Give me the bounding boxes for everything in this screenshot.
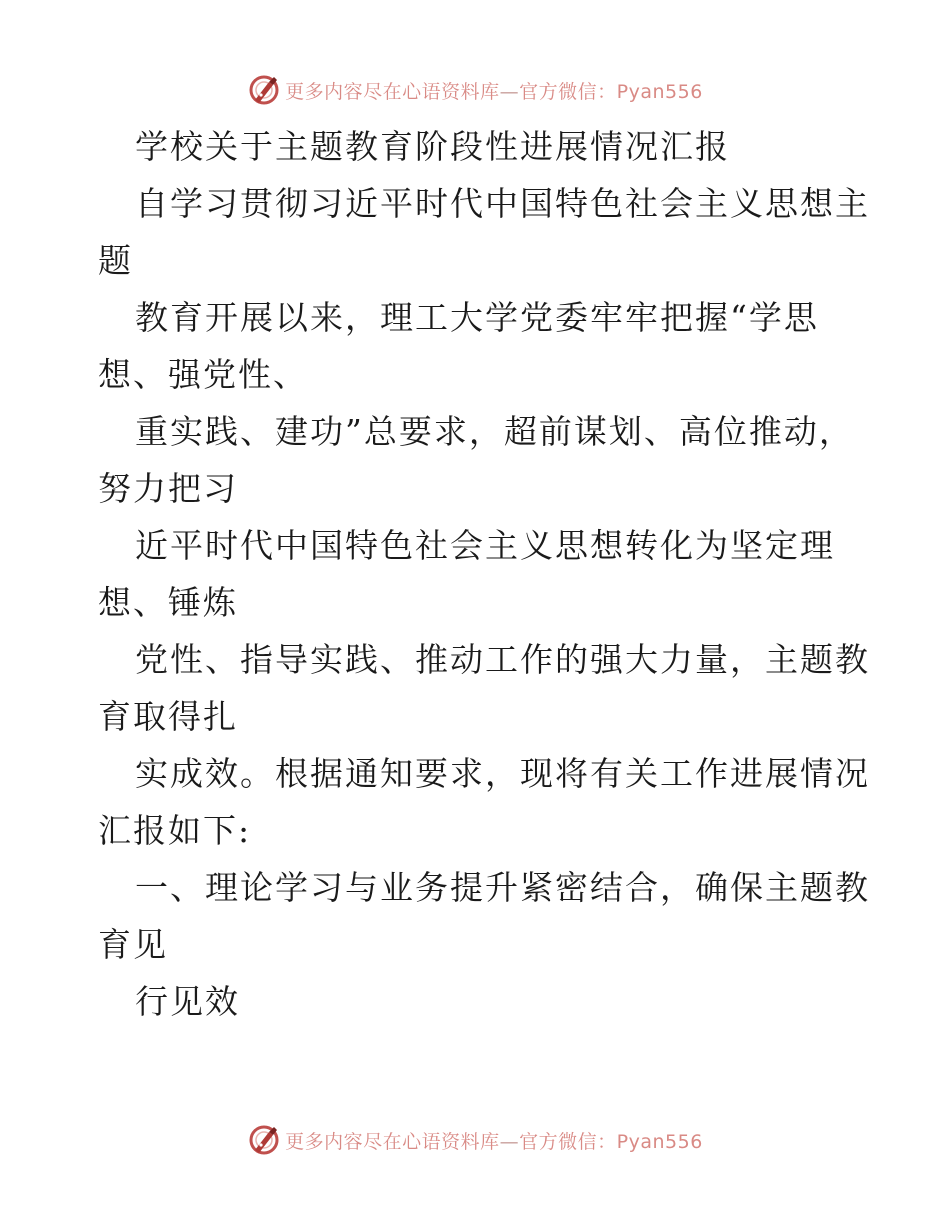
fountain-pen-logo-icon <box>247 1123 281 1157</box>
section-heading-line: 一、理论学习与业务提升紧密结合，确保主题教 <box>135 868 870 907</box>
watermark-wechat-text: 官方微信：Pyan556 <box>519 1130 703 1153</box>
section-heading-line: 育见 <box>98 925 168 964</box>
paragraph-line: 重实践、建功”总要求，超前谋划、高位推动， <box>135 412 854 451</box>
paragraph-line: 汇报如下: <box>98 811 252 850</box>
watermark-dash: — <box>499 1130 520 1153</box>
paragraph-line: 题 <box>98 241 133 280</box>
document-body <box>98 118 870 1030</box>
fountain-pen-logo-icon <box>247 73 281 107</box>
paragraph-line: 想、强党性、 <box>98 355 308 394</box>
paragraph-line: 党性、指导实践、推动工作的强大力量，主题教 <box>135 640 870 679</box>
watermark-text <box>285 1127 703 1154</box>
paragraph-line: 努力把习 <box>98 469 238 508</box>
paragraph-line: 想、锤炼 <box>98 583 238 622</box>
paragraph-line: 近平时代中国特色社会主义思想转化为坚定理 <box>135 526 835 565</box>
paragraph-line: 教育开展以来，理工大学党委牢牢把握“学思 <box>135 298 819 337</box>
watermark-group <box>247 73 703 107</box>
footer-watermark <box>0 1120 950 1160</box>
watermark-site-text: 更多内容尽在心语资料库 <box>285 80 500 103</box>
document-title: 学校关于主题教育阶段性进展情况汇报 <box>135 127 730 166</box>
watermark-group <box>247 1123 703 1157</box>
watermark-wechat-text: 官方微信：Pyan556 <box>519 80 703 103</box>
header-watermark <box>0 70 950 110</box>
watermark-site-text: 更多内容尽在心语资料库 <box>285 1130 500 1153</box>
paragraph-line: 实成效。根据通知要求，现将有关工作进展情况 <box>135 754 870 793</box>
paragraph-line: 育取得扎 <box>98 697 238 736</box>
paragraph-line: 自学习贯彻习近平时代中国特色社会主义思想主 <box>135 184 870 223</box>
paragraph-line: 行见效 <box>135 982 240 1021</box>
watermark-dash: — <box>499 80 520 103</box>
watermark-text <box>285 77 703 104</box>
